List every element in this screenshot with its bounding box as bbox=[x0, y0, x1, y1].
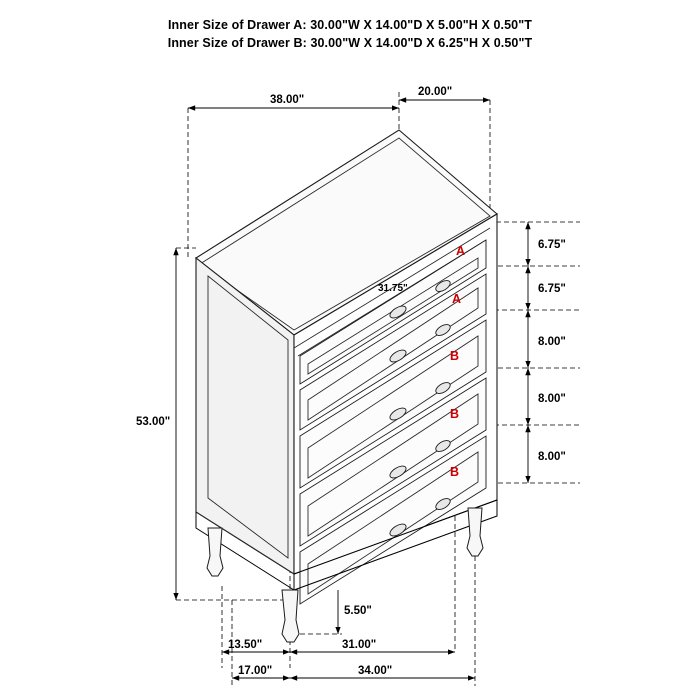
dim-foot-depth: 17.00" bbox=[238, 665, 273, 677]
leg-front-left bbox=[282, 590, 299, 642]
dim-total-height: 53.00" bbox=[136, 416, 171, 428]
dim-right-4: 8.00" bbox=[538, 393, 566, 405]
dim-foot-width: 34.00" bbox=[358, 665, 393, 677]
dim-base-width: 31.00" bbox=[342, 639, 377, 651]
leg-front-right bbox=[467, 508, 483, 556]
dim-right-5: 8.00" bbox=[538, 451, 566, 463]
dim-top-depth: 20.00" bbox=[418, 86, 453, 98]
leg-left-rear bbox=[207, 528, 223, 576]
dim-right-3: 8.00" bbox=[538, 336, 566, 348]
cabinet-drawing bbox=[196, 130, 497, 642]
dim-right-1: 6.75" bbox=[538, 239, 566, 251]
dim-drawer-face-width: 31.75" bbox=[378, 283, 408, 294]
dim-top-width: 38.00" bbox=[270, 94, 305, 106]
drawer-tag-5: B bbox=[450, 465, 460, 479]
dim-right-2: 6.75" bbox=[538, 283, 566, 295]
drawer-b-inner-size-note: Inner Size of Drawer B: 30.00"W X 14.00"D X 6.25"H X 0.50"T bbox=[167, 36, 533, 50]
dim-leg-height: 5.50" bbox=[344, 605, 372, 617]
drawer-tag-2: A bbox=[452, 292, 462, 306]
dim-base-depth: 13.50" bbox=[228, 639, 263, 651]
drawer-tag-1: A bbox=[456, 244, 466, 258]
drawer-tag-4: B bbox=[450, 407, 460, 421]
drawer-a-inner-size-note: Inner Size of Drawer A: 30.00"W X 14.00"D X 5.00"H X 0.50"T bbox=[167, 18, 532, 32]
drawer-tag-3: B bbox=[450, 349, 460, 363]
